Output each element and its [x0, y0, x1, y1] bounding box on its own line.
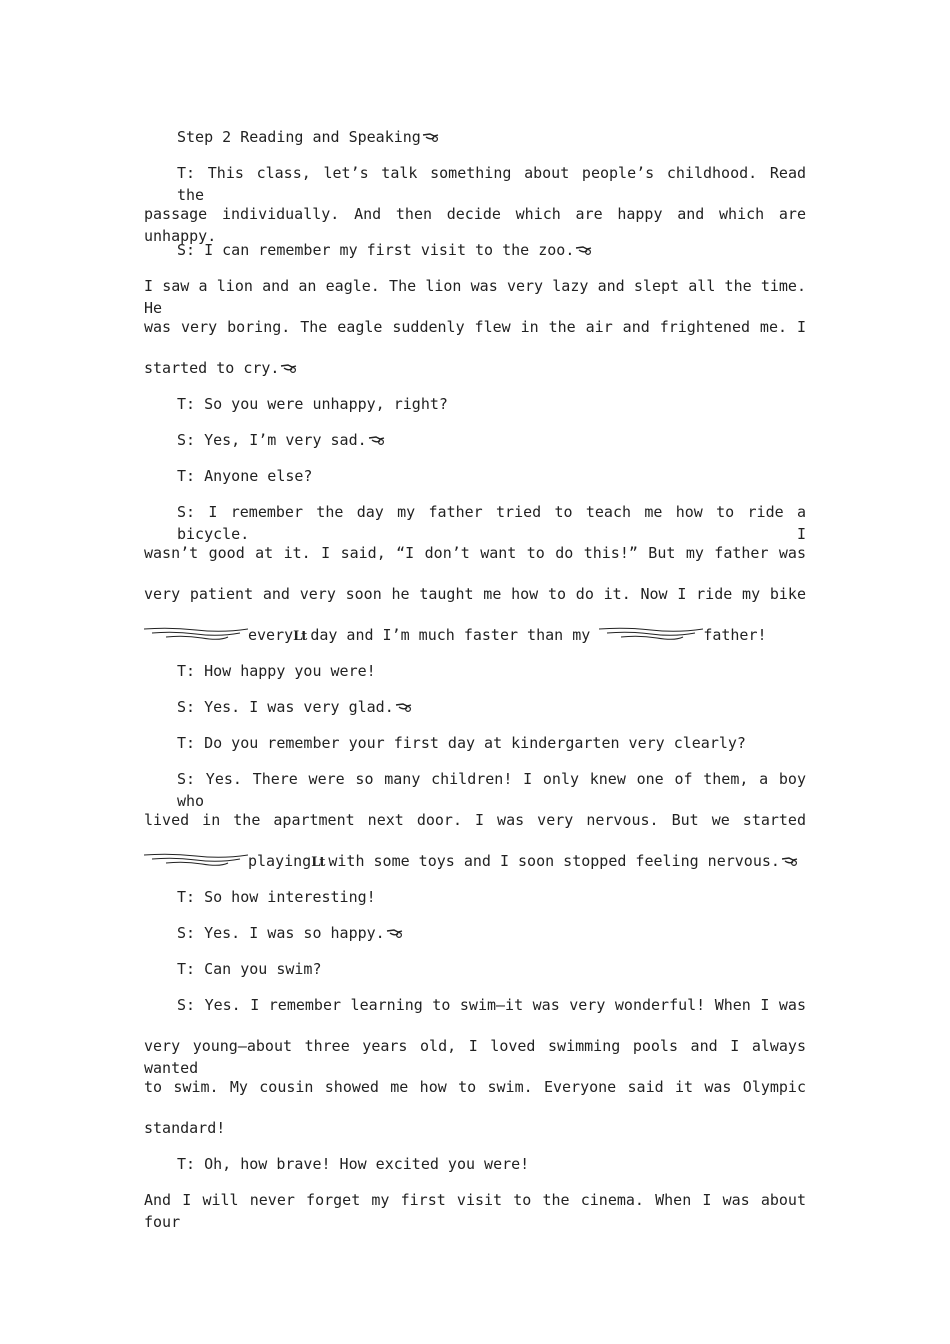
doc-line: very patient and very soon he taught me how to do it. Now I ride my bike	[144, 585, 806, 603]
hand-mark-icon	[280, 362, 298, 374]
doc-line: was very boring. The eagle suddenly flew in the air and frightened me. I	[144, 318, 806, 336]
doc-line	[177, 922, 806, 944]
hand-mark-icon	[422, 131, 440, 143]
line-text: S: Yes. I was so happy.	[177, 924, 385, 942]
doc-line: T: Anyone else?	[177, 467, 313, 485]
doc-line: T: Do you remember your first day at kindergarten very clearly?	[177, 734, 746, 752]
doc-line: T: Can you swim?	[177, 960, 322, 978]
doc-line: I saw a lion and an eagle. The lion was very lazy and slept all the time. He	[144, 277, 806, 317]
doc-line: to swim. My cousin showed me how to swim. Everyone said it was Olympic	[144, 1078, 806, 1096]
doc-line	[177, 126, 806, 148]
line-text: father!	[703, 626, 767, 644]
hand-mark-icon	[386, 927, 404, 939]
hand-mark-icon	[368, 434, 386, 446]
doc-line	[144, 357, 806, 379]
doc-line: S: I remember the day my father tried to teach me how to ride a bicycle. I	[177, 503, 806, 543]
doc-line: very young—about three years old, I loved swimming pools and I always wanted	[144, 1037, 806, 1077]
doc-line: standard!	[144, 1119, 226, 1137]
doc-line: T: How happy you were!	[177, 662, 376, 680]
doc-line: And I will never forget my first visit to the cinema. When I was about four	[144, 1191, 806, 1231]
line-text: S: Yes, I’m very sad.	[177, 431, 367, 449]
hand-mark-icon	[395, 701, 413, 713]
doc-line: S: Yes. I remember learning to swim—it was very wonderful! When I was	[177, 996, 806, 1014]
line-text: S: Yes. I was very glad.	[177, 698, 394, 716]
stray-glyph: Lt	[293, 629, 307, 644]
line-text: with some toys and I soon stopped feeling nervous.	[328, 852, 780, 870]
doc-line: S: Yes. There were so many children! I only knew one of them, a boy who	[177, 770, 806, 810]
line-text: playing	[248, 852, 312, 870]
wavy-underline-icon	[144, 852, 248, 866]
wavy-underline-icon	[144, 626, 248, 640]
doc-line: T: So how interesting!	[177, 888, 376, 906]
doc-line	[177, 239, 806, 261]
doc-line: T: Oh, how brave! How excited you were!	[177, 1155, 530, 1173]
doc-line	[144, 624, 806, 648]
line-text: every	[248, 626, 294, 644]
line-text: day and I’m much faster than my	[310, 626, 591, 644]
line-text: S: I can remember my first visit to the zoo.	[177, 241, 575, 259]
doc-line	[177, 696, 806, 718]
doc-line: wasn’t good at it. I said, “I don’t want to do this!” But my father was	[144, 544, 806, 562]
doc-line: T: This class, let’s talk something about people’s childhood. Read the	[177, 164, 806, 204]
doc-line: passage individually. And then decide which are happy and which are unhappy.	[144, 205, 806, 245]
line-text: started to cry.	[144, 359, 280, 377]
wavy-underline-icon	[599, 626, 703, 640]
hand-mark-icon	[781, 855, 799, 867]
doc-line	[144, 850, 806, 874]
doc-line: T: So you were unhappy, right?	[177, 395, 448, 413]
doc-line: lived in the apartment next door. I was very nervous. But we started	[144, 811, 806, 829]
line-text: Step 2 Reading and Speaking	[177, 128, 421, 146]
hand-mark-icon	[575, 244, 593, 256]
doc-line	[177, 429, 806, 451]
stray-glyph: Lt	[311, 855, 325, 870]
